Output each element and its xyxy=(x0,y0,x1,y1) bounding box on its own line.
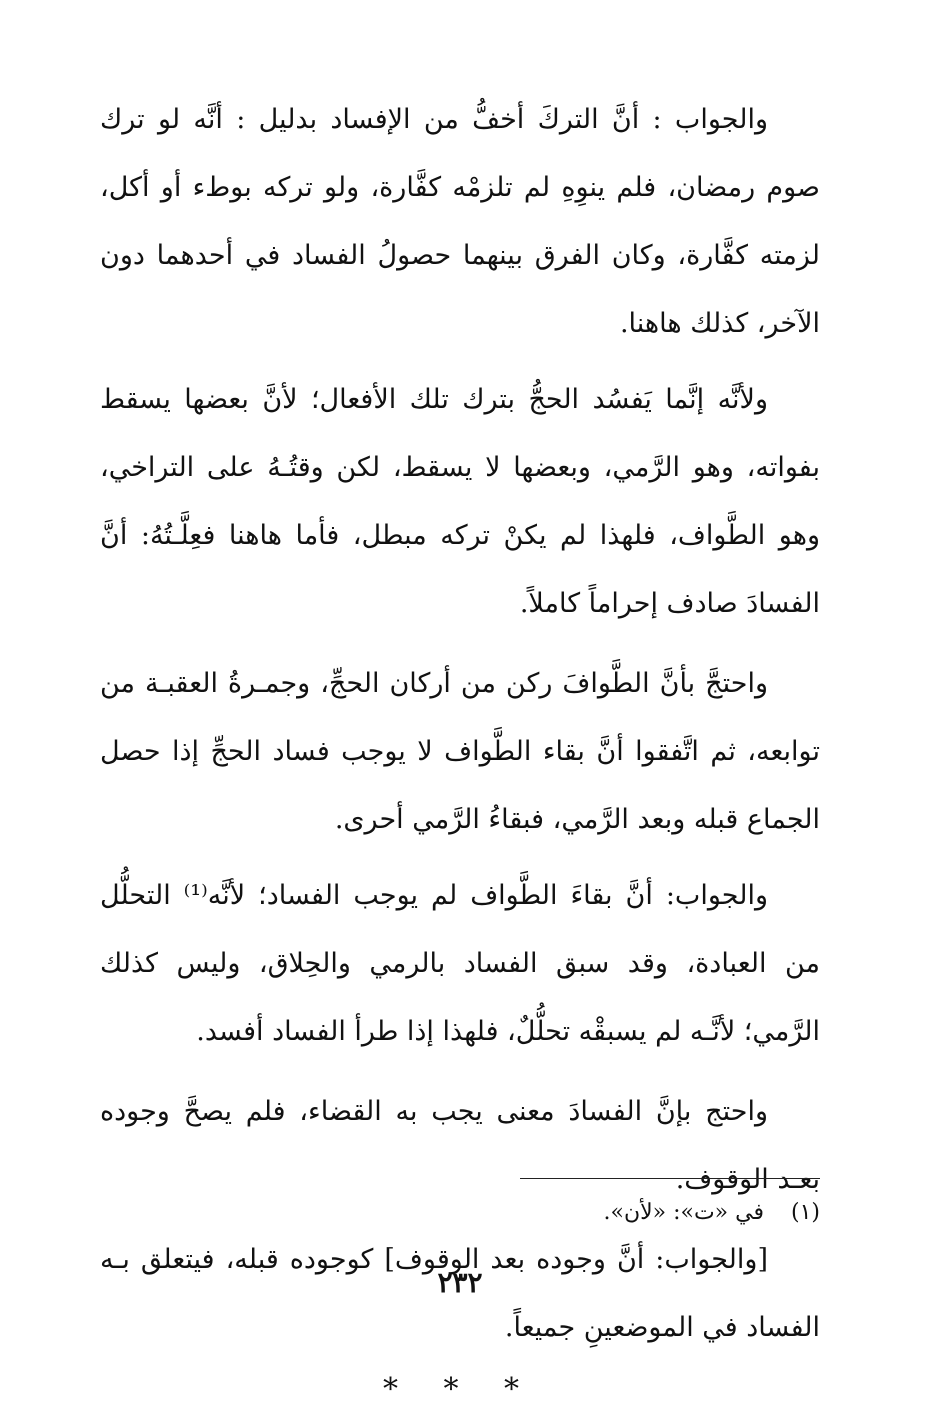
footnote xyxy=(603,1198,820,1228)
section-separator: * * * xyxy=(382,1372,538,1407)
footnote-number: (١) xyxy=(790,1200,820,1225)
paragraph-5: واحتج بإنَّ الفسادَ معنى يجب به القضاء، فلم يصحَّ وجوده بعـد الوقوف. xyxy=(100,1096,820,1195)
page-number: ٢٣٢ xyxy=(437,1266,483,1299)
paragraph-4: والجواب: أنَّ بقاءَ الطَّواف لم يوجب الفساد؛ لأنَّه⁽¹⁾ التحلُّل من العبادة، وقد سبق الفساد بالرمي والحِلاق، وليس كذلك الرَّمي؛ لأنَّـه لم يسبقْه تحلُّلٌ، فلهذا إذا طرأ الفساد أفسد. xyxy=(100,880,820,1047)
paragraph-2: ولأنَّه إنَّما يَفسُد الحجُّ بترك تلك الأفعال؛ لأنَّ بعضها يسقط بفواته، وهو الرَّمي، وبعضها لا يسقط، لكن وقتُـهُ على التراخي، وهو الطَّواف، فلهذا لم يكنْ تركه مبطل، فأما هاهنا فعِلَّـتُهُ: أنَّ الفسادَ صادف إحراماً كاملاً. xyxy=(100,384,820,619)
paragraph-3: واحتجَّ بأنَّ الطَّوافَ ركن من أركان الحجِّ، وجمـرةُ العقبـة من توابعه، ثم اتَّفقوا أنَّ بقاء الطَّواف لا يوجب فساد الحجِّ إذا حصل الجماع قبله وبعد الرَّمي، فبقاءُ الرَّمي أحرى. xyxy=(100,668,820,835)
paragraph-1: والجواب : أنَّ التركَ أخفُّ من الإفساد بدليل : أنَّه لو ترك صوم رمضان، فلم ينوِهِ لم تلزمْه كفَّارة، ولو تركه بوطء أو أكل، لزمته كفَّارة، وكان الفرق بينهما حصولُ الفساد في أحدهما دون الآخر، كذلك هاهنا. xyxy=(100,104,820,339)
paragraph-6: [والجواب: أنَّ وجوده بعد الوقوف] كوجوده قبله، فيتعلق بـه الفساد في الموضعينِ جميعاً. xyxy=(100,1244,820,1343)
footnote-text: في «ت»: «لأن». xyxy=(603,1200,764,1225)
book-page xyxy=(100,86,820,1407)
footnote-divider xyxy=(520,1178,820,1179)
